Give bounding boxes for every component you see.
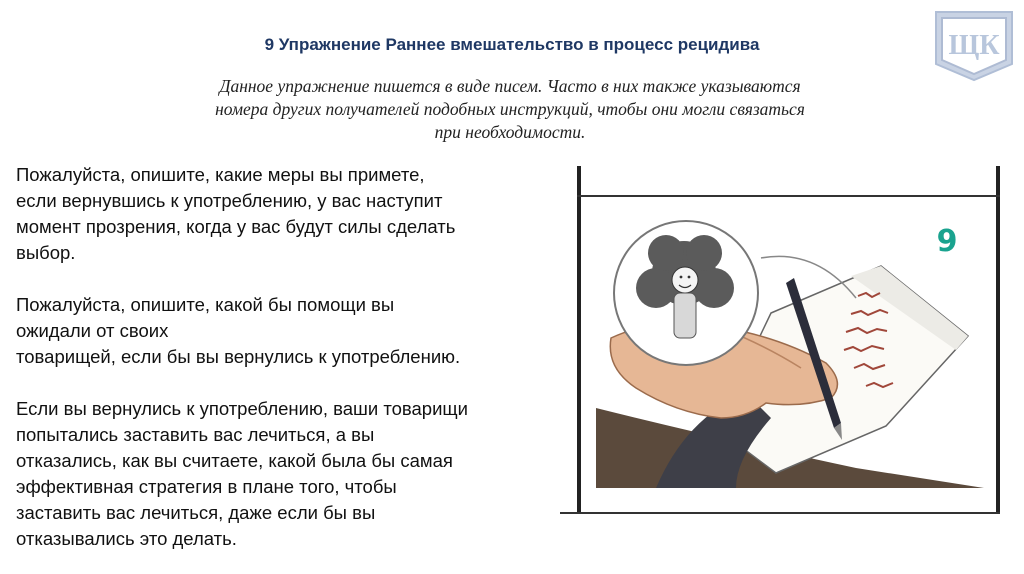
exercise-text bbox=[16, 162, 586, 552]
slide-subtitle bbox=[80, 75, 940, 144]
frame-divider bbox=[560, 512, 1000, 514]
paragraph-line: Пожалуйста, опишите, какие меры вы примете, bbox=[16, 164, 425, 185]
paragraph-line: заставить вас лечиться, даже если бы вы bbox=[16, 502, 376, 523]
paragraph-line: товарищей, если бы вы вернулись к употреблению. bbox=[16, 346, 461, 367]
paragraph bbox=[16, 396, 586, 552]
paragraph-line: если вернувшись к употреблению, у вас наступит bbox=[16, 190, 443, 211]
logo-text: ЩК bbox=[948, 30, 1000, 61]
paragraph-line: Пожалуйста, опишите, какой бы помощи вы bbox=[16, 294, 395, 315]
organization-logo bbox=[932, 8, 1016, 84]
paragraph-line: выбор. bbox=[16, 242, 76, 263]
subtitle-line: номера других получателей подобных инструкций, чтобы они могли связаться bbox=[215, 99, 805, 119]
subtitle-line: Данное упражнение пишется в виде писем. Часто в них также указываются bbox=[219, 76, 801, 96]
paragraph bbox=[16, 292, 586, 370]
paragraph-line: момент прозрения, когда у вас будут силы сделать bbox=[16, 216, 456, 237]
paragraph-line: отказались, как вы считаете, какой была бы самая bbox=[16, 450, 453, 471]
paragraph-line: ожидали от своих bbox=[16, 320, 169, 341]
exercise-number-badge: 9 bbox=[923, 222, 971, 262]
subtitle-line: при необходимости. bbox=[434, 122, 586, 142]
paragraph-line: Если вы вернулись к употреблению, ваши товарищи bbox=[16, 398, 468, 419]
paragraph-line: отказывались это делать. bbox=[16, 528, 237, 549]
paragraph-line: эффективная стратегия в плане того, чтобы bbox=[16, 476, 397, 497]
paragraph-line: попытались заставить вас лечиться, а вы bbox=[16, 424, 375, 445]
frame-divider bbox=[577, 195, 1000, 197]
slide-title: 9 Упражнение Раннее вмешательство в процесс рецидива bbox=[264, 35, 760, 54]
paragraph bbox=[16, 162, 586, 266]
